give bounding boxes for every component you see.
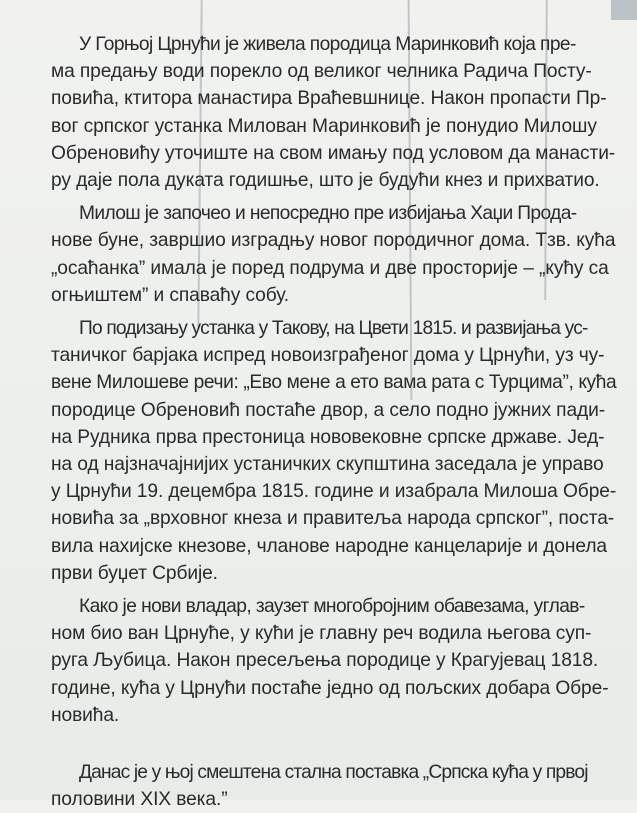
text-line: Милош је започео и непосредно пре избијања Хаџи Прода-	[79, 203, 577, 225]
text-line: Данас је у њој смештена стална поставка „Српска кућа у првој	[79, 762, 588, 784]
text-line: У Горњој Црнући је живела породица Маринковић која пре-	[79, 34, 576, 55]
paragraph-5	[51, 759, 616, 813]
text-line: повића, ктитора манастира Враћевшнице. Након пропасти Пр-	[51, 88, 607, 110]
text-line: на од најзначајнијих устаничких скупштина заседала је управо	[51, 454, 604, 476]
text-line: нове буне, завршио изградњу новог породичног дома. Тзв. кућа	[51, 230, 616, 252]
text-line: први буџет Србије.	[51, 562, 218, 584]
paragraph-4	[51, 593, 616, 729]
text-line: у Црнући 19. децембра 1815. године и изабрала Милоша Обре-	[51, 481, 617, 503]
text-line: новића.	[51, 704, 120, 726]
text-line: ру даје пола дуката годишње, што је будући кнез и прихватио.	[51, 170, 600, 192]
paragraph-2	[51, 200, 616, 309]
text-line: вила нахијске кнезове, чланове народне канцеларије и донела	[51, 535, 607, 557]
text-line: ном био ван Црнуће, у кући је главну реч водила његова суп-	[51, 623, 592, 645]
text-line: огњиштем” и спаваћу собу.	[51, 284, 290, 306]
body-text	[51, 31, 616, 813]
text-line: Како је нови владар, заузет многобројним обавезама, углав-	[79, 596, 585, 618]
text-line: Обреновићу уточиште на свом имању под условом да манасти-	[51, 142, 616, 164]
text-line: ма предању води порекло од великог челника Радича Посту-	[51, 61, 592, 83]
paragraph-1	[51, 31, 616, 194]
text-line: године, кућа у Црнући постаће једно од пољских добара Обре-	[51, 677, 609, 699]
text-line: вог српског устанка Милован Маринковић је понудио Милошу	[51, 115, 597, 137]
paragraph-3	[51, 315, 616, 587]
text-line: По подизању устанка у Такову, на Цвети 1815. и развијања ус-	[79, 318, 588, 340]
corner-shadow	[611, 0, 637, 20]
text-line: породице Обреновић постаће двор, а село подно јужних пади-	[51, 399, 606, 421]
text-line: новића за „врховног кнеза и правитеља народа српског”, поста-	[51, 508, 615, 530]
text-line: таничког барјака испред новоизграђеног дома у Црнући, уз чу-	[51, 345, 605, 367]
text-line: половини XIX века.”	[51, 789, 228, 811]
text-line: на Рудника прва престоница нововековне српске државе. Јед-	[51, 426, 605, 448]
text-line: „осаћанка” имала је поред подрума и две просторије – „кућу са	[51, 257, 609, 279]
text-line: руга Љубица. Након пресељења породице у Крагујевац 1818.	[51, 650, 599, 672]
text-line: вене Милошеве речи: „Ево мене а ето вама рата с Турцима”, кућа	[51, 372, 617, 394]
